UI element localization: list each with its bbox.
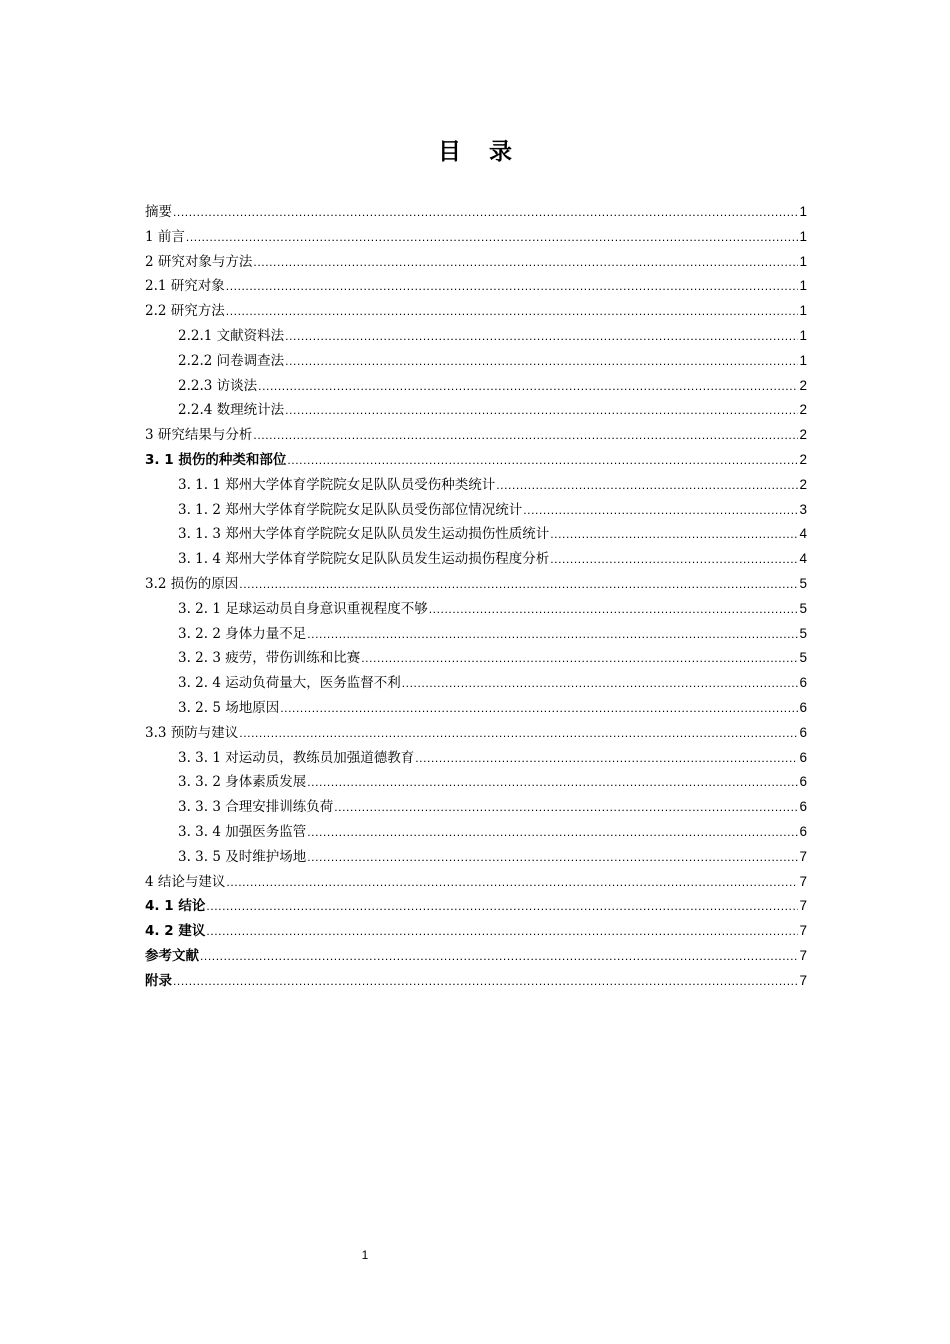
toc-entry-page-number: 6: [799, 699, 807, 715]
toc-entry[interactable]: [145, 299, 807, 324]
toc-entry-page-number: 7: [799, 972, 807, 988]
toc-entry[interactable]: [145, 845, 807, 870]
toc-entry[interactable]: [145, 820, 807, 845]
toc-entry-text: 3. 2. 5 场地原因: [178, 699, 280, 716]
toc-entry[interactable]: [145, 696, 807, 721]
toc-entry[interactable]: [145, 770, 807, 795]
toc-entry[interactable]: [145, 894, 807, 919]
toc-entry[interactable]: [145, 225, 807, 250]
toc-entry-page-number: 1: [799, 278, 807, 294]
toc-entry-page-number: 2: [799, 451, 807, 467]
dot-leader: [429, 597, 799, 622]
toc-entry[interactable]: [145, 622, 807, 647]
dot-leader: [550, 522, 798, 547]
toc-entry-text: 2.2.3 访谈法: [178, 377, 258, 394]
toc-entry[interactable]: [145, 919, 807, 944]
dot-leader: [200, 944, 798, 969]
toc-entry-page-number: 1: [799, 204, 807, 219]
toc-entry-page-number: 5: [799, 575, 807, 591]
dot-leader: [173, 969, 798, 994]
toc-entry-page-number: 4: [799, 526, 807, 542]
toc-entry-page-number: 2: [799, 476, 807, 492]
toc-entry-text: 3.3 预防与建议: [145, 724, 239, 741]
toc-entry-text: 4. 1 结论: [145, 898, 206, 915]
dot-leader: [550, 547, 798, 572]
dot-leader: [239, 572, 798, 597]
dot-leader: [239, 721, 798, 746]
toc-entry[interactable]: [145, 324, 807, 349]
toc-entry-text: 3. 3. 4 加强医务监管: [178, 823, 307, 840]
toc-entry[interactable]: [145, 522, 807, 547]
toc-entry-page-number: 7: [799, 947, 807, 963]
toc-entry-page-number: 4: [799, 551, 807, 567]
toc-entry-text: 1 前言: [145, 228, 185, 245]
dot-leader: [173, 200, 798, 225]
dot-leader: [226, 299, 799, 324]
toc-entry-text: 3. 1 损伤的种类和部位: [145, 451, 287, 468]
toc-entry-page-number: 2: [799, 377, 807, 393]
dot-leader: [415, 746, 798, 771]
toc-entry[interactable]: [145, 448, 807, 473]
toc-entry-text: 2.2 研究方法: [145, 303, 225, 320]
toc-entry[interactable]: [145, 870, 807, 895]
toc-entry-text: 3. 2. 1 足球运动员自身意识重视程度不够: [178, 600, 428, 617]
toc-entry-text: 2.2.1 文献资料法: [178, 327, 285, 344]
toc-entry-page-number: 6: [799, 774, 807, 790]
toc-entry-page-number: 7: [799, 898, 807, 914]
dot-leader: [280, 696, 798, 721]
toc-entry-text: 参考文献: [145, 947, 199, 964]
toc-entry[interactable]: [145, 746, 807, 771]
toc-entry[interactable]: [145, 498, 807, 523]
dot-leader: [496, 473, 798, 498]
toc-entry-page-number: 6: [799, 823, 807, 839]
toc-entry[interactable]: [145, 374, 807, 399]
toc-entry-text: 3. 3. 5 及时维护场地: [178, 848, 307, 865]
toc-entry-page-number: 1: [799, 228, 807, 244]
toc-entry[interactable]: [145, 721, 807, 746]
toc-entry[interactable]: [145, 795, 807, 820]
footer-page-number: 1: [361, 1248, 369, 1262]
toc-entry-text: 3. 1. 2 郑州大学体育学院院女足队队员受伤部位情况统计: [178, 501, 523, 518]
table-of-contents: [145, 200, 807, 994]
dot-leader: [523, 498, 798, 523]
toc-entry[interactable]: [145, 398, 807, 423]
dot-leader: [226, 870, 798, 895]
dot-leader: [287, 448, 798, 473]
dot-leader: [186, 225, 799, 250]
dot-leader: [253, 250, 798, 275]
toc-entry[interactable]: [145, 671, 807, 696]
toc-entry-text: 2 研究对象与方法: [145, 253, 253, 270]
toc-entry-text: 4. 2 建议: [145, 923, 206, 940]
toc-entry-page-number: 2: [799, 427, 807, 443]
toc-entry-page-number: 1: [799, 352, 807, 368]
toc-entry[interactable]: [145, 274, 807, 299]
dot-leader: [206, 919, 798, 944]
toc-entry-page-number: 2: [799, 402, 807, 418]
toc-entry-text: 2.2.2 问卷调查法: [178, 352, 285, 369]
dot-leader: [307, 820, 798, 845]
toc-entry[interactable]: [145, 969, 807, 994]
toc-entry-page-number: 7: [799, 923, 807, 939]
toc-entry[interactable]: [145, 547, 807, 572]
dot-leader: [334, 795, 798, 820]
toc-entry[interactable]: [145, 944, 807, 969]
dot-leader: [206, 894, 798, 919]
dot-leader: [402, 671, 799, 696]
toc-entry[interactable]: [145, 423, 807, 448]
toc-entry-text: 3. 1. 3 郑州大学体育学院院女足队队员发生运动损伤性质统计: [178, 526, 550, 543]
dot-leader: [226, 274, 799, 299]
toc-entry-page-number: 5: [799, 650, 807, 666]
toc-entry-page-number: 7: [799, 873, 807, 889]
dot-leader: [307, 622, 798, 647]
dot-leader: [361, 646, 798, 671]
dot-leader: [285, 398, 798, 423]
toc-entry[interactable]: [145, 200, 807, 225]
toc-entry-page-number: 5: [799, 600, 807, 616]
toc-entry-page-number: 3: [799, 501, 807, 517]
dot-leader: [253, 423, 798, 448]
toc-entry-text: 3. 3. 2 身体素质发展: [178, 774, 307, 791]
toc-entry-text: 附录: [145, 972, 172, 989]
toc-entry-text: 3. 3. 3 合理安排训练负荷: [178, 799, 334, 816]
toc-entry-page-number: 6: [799, 675, 807, 691]
toc-entry-text: 3 研究结果与分析: [145, 427, 253, 444]
toc-entry-text: 3. 1. 1 郑州大学体育学院院女足队队员受伤种类统计: [178, 476, 496, 493]
dot-leader: [307, 770, 798, 795]
toc-entry-page-number: 1: [799, 253, 807, 269]
dot-leader: [307, 845, 798, 870]
toc-entry-page-number: 5: [799, 625, 807, 641]
toc-entry[interactable]: [145, 646, 807, 671]
toc-entry[interactable]: [145, 349, 807, 374]
toc-entry-page-number: 6: [799, 799, 807, 815]
toc-entry-text: 3.2 损伤的原因: [145, 575, 239, 592]
toc-entry[interactable]: [145, 473, 807, 498]
toc-entry-text: 2.1 研究对象: [145, 278, 225, 295]
toc-entry-page-number: 1: [799, 327, 807, 343]
toc-title: 目 录: [437, 139, 522, 165]
toc-entry-text: 3. 2. 2 身体力量不足: [178, 625, 307, 642]
toc-entry-text: 摘要: [145, 204, 172, 220]
toc-entry-page-number: 6: [799, 724, 807, 740]
toc-entry[interactable]: [145, 597, 807, 622]
toc-entry-page-number: 6: [799, 749, 807, 765]
toc-entry-text: 3. 3. 1 对运动员，教练员加强道德教育: [178, 749, 415, 766]
toc-entry[interactable]: [145, 250, 807, 275]
toc-entry[interactable]: [145, 572, 807, 597]
dot-leader: [285, 324, 798, 349]
toc-entry-text: 3. 2. 3 疲劳，带伤训练和比赛: [178, 650, 361, 667]
toc-entry-text: 3. 2. 4 运动负荷量大，医务监督不利: [178, 675, 401, 692]
dot-leader: [285, 349, 798, 374]
toc-entry-page-number: 1: [799, 303, 807, 319]
toc-entry-page-number: 7: [799, 848, 807, 864]
toc-entry-text: 4 结论与建议: [145, 873, 226, 890]
dot-leader: [258, 374, 798, 399]
toc-entry-text: 2.2.4 数理统计法: [178, 402, 285, 419]
toc-entry-text: 3. 1. 4 郑州大学体育学院院女足队队员发生运动损伤程度分析: [178, 551, 550, 568]
